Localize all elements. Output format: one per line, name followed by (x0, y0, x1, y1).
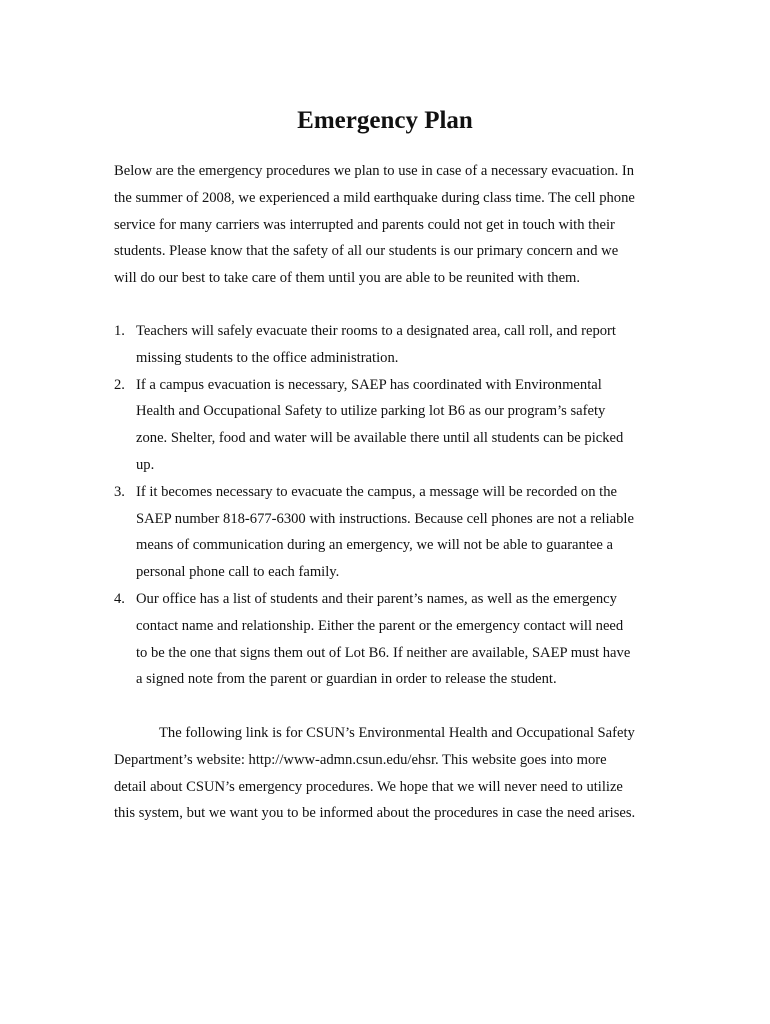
list-item (114, 586, 634, 693)
closing-line: detail about CSUN’s emergency procedures. We hope that we will never need to utilize (114, 778, 623, 795)
list-item-line: contact name and relationship. Either the parent or the emergency contact will need (136, 617, 624, 634)
list-item (114, 479, 634, 586)
closing-line: The following link is for CSUN’s Environmental Health and Occupational Safety (159, 725, 635, 741)
list-item-line: means of communication during an emergency, we will not be able to guarantee a (136, 537, 613, 554)
list-item-line: If it becomes necessary to evacuate the campus, a message will be recorded on the (136, 483, 617, 500)
intro-line: the summer of 2008, we experienced a mild earthquake during class time. The cell phone (114, 189, 635, 206)
closing-paragraph (114, 720, 635, 827)
list-item-line: If a campus evacuation is necessary, SAEP has coordinated with Environmental (136, 376, 602, 393)
list-item-number: 1. (114, 323, 125, 339)
list-item-line: Health and Occupational Safety to utilize parking lot B6 as our program’s safety (136, 403, 606, 420)
list-item-line: SAEP number 818-677-6300 with instructions. Because cell phones are not a reliable (136, 510, 634, 527)
intro-line: students. Please know that the safety of all our students is our primary concern and we (114, 243, 619, 260)
closing-line: Department’s website: http://www-admn.csun.edu/ehsr. This website goes into more (114, 751, 607, 768)
list-item-line: personal phone call to each family. (136, 564, 340, 581)
list-item-line: zone. Shelter, food and water will be available there until all students can be picked (136, 430, 624, 447)
list-item-line: Teachers will safely evacuate their rooms to a designated area, call roll, and report (136, 323, 616, 339)
list-item-line: to be the one that signs them out of Lot B6. If neither are available, SAEP must have (136, 644, 631, 661)
page-title: Emergency Plan (297, 107, 473, 134)
intro-line: service for many carriers was interrupted and parents could not get in touch with their (114, 216, 615, 233)
list-item-number: 2. (114, 376, 125, 393)
list-item-number: 4. (114, 590, 125, 607)
list-item-line: up. (136, 456, 155, 473)
list-item (114, 318, 634, 372)
intro-paragraph (114, 158, 635, 292)
list-item-line: a signed note from the parent or guardian in order to release the student. (136, 671, 557, 688)
intro-line: will do our best to take care of them until you are able to be reunited with them. (114, 270, 581, 287)
intro-line: Below are the emergency procedures we plan to use in case of a necessary evacuation. In (114, 163, 635, 179)
closing-line: this system, but we want you to be informed about the procedures in case the need arises. (114, 805, 636, 822)
list-item-line: Our office has a list of students and their parent’s names, as well as the emergency (136, 590, 617, 607)
list-item-number: 3. (114, 483, 125, 500)
procedure-list (114, 318, 634, 693)
list-item-line: missing students to the office administration. (136, 349, 399, 366)
list-item (114, 372, 634, 479)
